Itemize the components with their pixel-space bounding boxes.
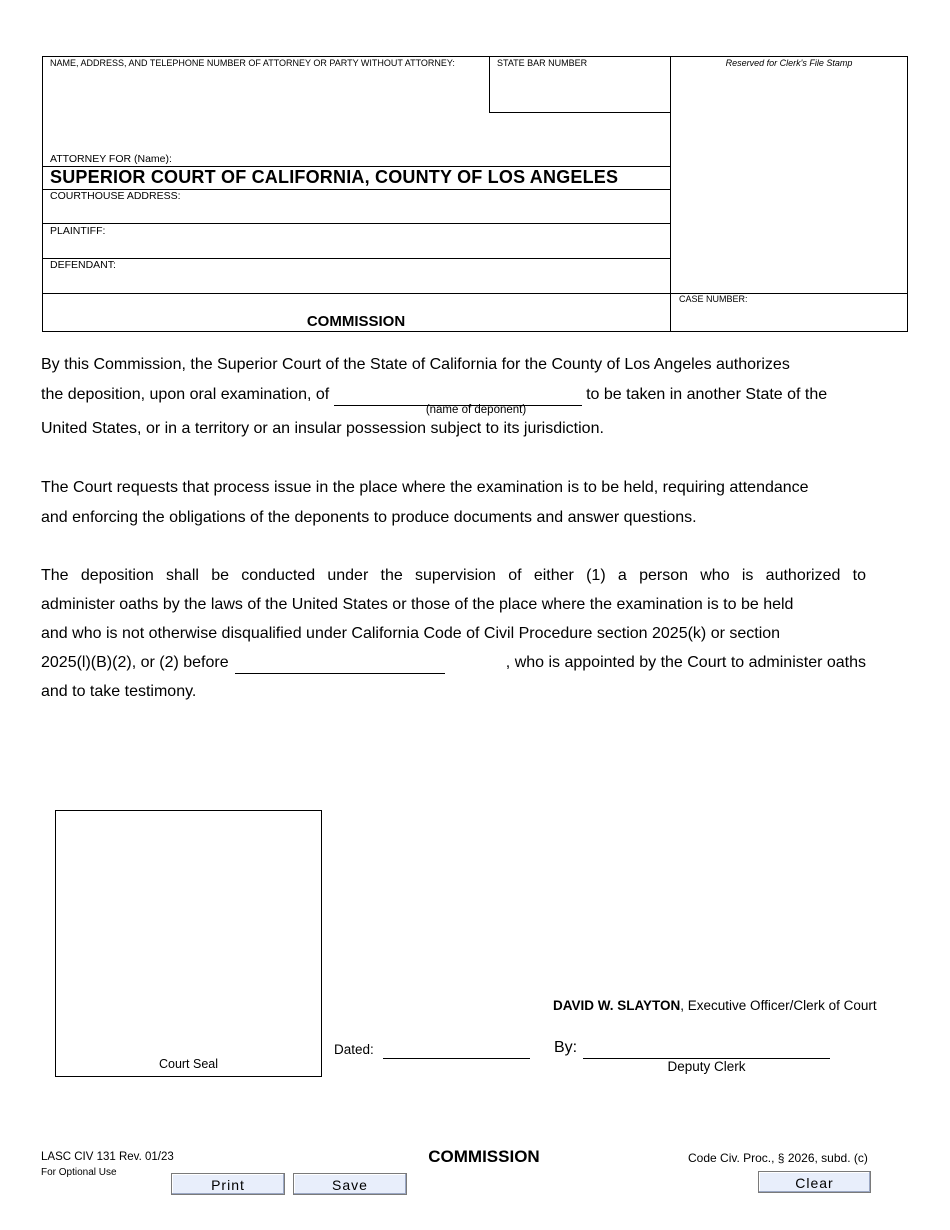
p1-line2-post: to be taken in another State of the xyxy=(586,386,828,403)
court-seal-label: Court Seal xyxy=(158,1057,219,1071)
p3-line2: administer oaths by the laws of the United States or those of the place where the examination is to be held xyxy=(41,596,794,613)
clerk-stamp-label: Reserved for Clerk's File Stamp xyxy=(725,58,853,68)
officer-title: , Executive Officer/Clerk of Court xyxy=(680,998,877,1013)
code-reference: Code Civ. Proc., § 2026, subd. (c) xyxy=(688,1151,868,1165)
form-number: LASC CIV 131 Rev. 01/23 xyxy=(41,1151,174,1163)
attorney-info-field[interactable] xyxy=(48,72,488,148)
divider-title-top xyxy=(42,293,908,294)
divider-state-bar xyxy=(489,56,490,112)
attorney-label: NAME, ADDRESS, AND TELEPHONE NUMBER OF ATTORNEY OR PARTY WITHOUT ATTORNEY: xyxy=(50,58,455,68)
deponent-caption: (name of deponent) xyxy=(425,404,527,416)
courthouse-address-label: COURTHOUSE ADDRESS: xyxy=(50,190,181,202)
p2-line2: and enforcing the obligations of the deponents to produce documents and answer questions. xyxy=(41,509,697,526)
deputy-clerk-signature-field[interactable] xyxy=(583,1040,830,1059)
plaintiff-label: PLAINTIFF: xyxy=(50,225,106,237)
p3-line5: and to take testimony. xyxy=(41,683,197,700)
p3-line4 xyxy=(41,648,866,677)
optional-use-label: For Optional Use xyxy=(41,1167,117,1178)
state-bar-label: STATE BAR NUMBER xyxy=(497,58,588,68)
p2-line1: The Court requests that process issue in the place where the examination is to be held, requiring attendance xyxy=(41,479,809,496)
divider-plaintiff-top xyxy=(42,223,670,224)
p3-line4-pre: 2025(l)(B)(2), or (2) before xyxy=(41,654,229,671)
clear-button[interactable]: Clear xyxy=(758,1171,871,1193)
p1-line1: By this Commission, the Superior Court of the State of California for the County of Los Angeles authorizes xyxy=(41,356,790,373)
court-name: SUPERIOR COURT OF CALIFORNIA, COUNTY OF LOS ANGELES xyxy=(50,167,619,187)
paragraph-1 xyxy=(41,350,866,409)
paragraph-3 xyxy=(41,561,866,706)
divider-state-bar-bottom xyxy=(489,112,670,113)
by-label: By: xyxy=(554,1039,578,1056)
print-button[interactable]: Print xyxy=(171,1173,285,1195)
p3-line1: The deposition shall be conducted under the supervision of either (1) a person who is authorized to xyxy=(41,567,866,584)
p1-line2-pre: the deposition, upon oral examination, of xyxy=(41,386,330,403)
deputy-clerk-label: Deputy Clerk xyxy=(667,1059,746,1074)
save-button[interactable]: Save xyxy=(293,1173,407,1195)
defendant-field[interactable] xyxy=(50,272,666,290)
plaintiff-field[interactable] xyxy=(50,238,666,256)
state-bar-field[interactable] xyxy=(495,76,669,98)
case-number-field[interactable] xyxy=(678,308,906,328)
divider-clerk-column xyxy=(670,56,671,332)
p3-line4-post: , who is appointed by the Court to administer oaths xyxy=(505,654,866,671)
attorney-for-field[interactable] xyxy=(180,150,664,165)
footer-title: COMMISSION xyxy=(428,1147,540,1166)
p1-line3: United States, or in a territory or an insular possession subject to its jurisdiction. xyxy=(41,420,604,437)
attorney-for-label: ATTORNEY FOR (Name): xyxy=(50,153,172,165)
divider-defendant-top xyxy=(42,258,670,259)
courthouse-address-field[interactable] xyxy=(50,203,666,221)
paragraph-2 xyxy=(41,473,866,532)
defendant-label: DEFENDANT: xyxy=(50,259,116,271)
officer-line xyxy=(553,998,877,1013)
deponent-name-field[interactable] xyxy=(334,385,582,406)
dated-field[interactable] xyxy=(383,1040,530,1059)
officer-name: DAVID W. SLAYTON xyxy=(553,998,681,1013)
court-seal-box xyxy=(55,810,322,1077)
case-number-label: CASE NUMBER: xyxy=(679,294,748,304)
form-title: COMMISSION xyxy=(306,313,406,330)
p3-line3: and who is not otherwise disqualified under California Code of Civil Procedure section 2025(k) or section xyxy=(41,625,781,642)
dated-label: Dated: xyxy=(334,1042,374,1057)
appointed-officer-field[interactable] xyxy=(235,653,445,674)
